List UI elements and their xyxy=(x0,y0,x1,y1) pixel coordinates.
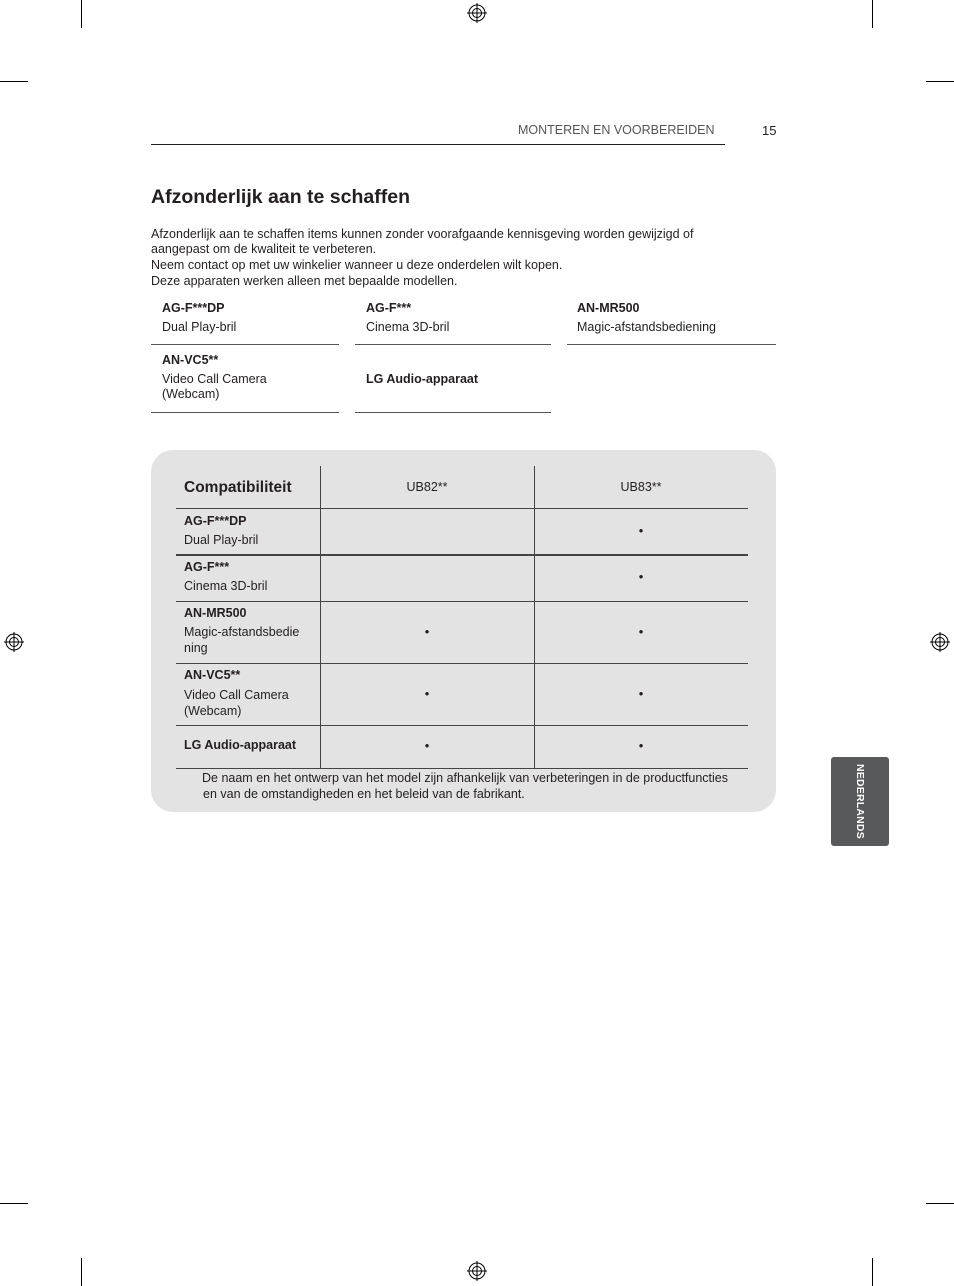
crop-mark xyxy=(0,1203,28,1204)
table-row-divider xyxy=(176,725,748,726)
crop-mark xyxy=(81,0,82,28)
compat-mark: • xyxy=(638,738,644,753)
divider xyxy=(151,344,339,345)
row-desc: Magic-afstandsbediening xyxy=(184,625,300,655)
accessory-item xyxy=(162,301,332,335)
registration-mark-icon xyxy=(4,632,24,652)
accessory-desc: Cinema 3D-bril xyxy=(366,320,450,334)
row-code: AG-F***DP xyxy=(184,514,247,528)
crop-mark xyxy=(926,81,954,82)
divider xyxy=(355,412,551,413)
table-row-divider xyxy=(176,663,748,664)
compatibility-heading: Compatibiliteit xyxy=(184,479,292,496)
compat-mark: • xyxy=(638,686,644,701)
crop-mark xyxy=(872,1258,873,1286)
registration-mark-icon xyxy=(930,632,950,652)
column-header: UB83** xyxy=(620,480,662,494)
accessory-code: AN-MR500 xyxy=(577,301,640,315)
language-tab-label: NEDERLANDS xyxy=(854,764,866,839)
divider xyxy=(567,344,776,345)
crop-mark xyxy=(926,1203,954,1204)
intro-line: Afzonderlijk aan te schaffen items kunnen zonder voorafgaande kennisgeving worden gewijzigd of xyxy=(151,227,694,241)
page-number: 15 xyxy=(762,123,777,138)
registration-mark-icon xyxy=(467,3,487,23)
accessory-code: LG Audio-apparaat xyxy=(366,372,479,386)
row-code: AN-MR500 xyxy=(184,606,247,620)
crop-mark xyxy=(0,81,28,82)
accessory-code: AG-F*** xyxy=(366,301,412,315)
table-row-divider xyxy=(176,601,748,602)
compat-mark: • xyxy=(638,569,644,584)
row-code: LG Audio-apparaat xyxy=(184,738,297,752)
accessory-code: AN-VC5** xyxy=(162,353,219,367)
divider xyxy=(151,412,339,413)
accessory-item xyxy=(162,353,302,402)
running-header: MONTEREN EN VOORBEREIDEN xyxy=(518,123,715,137)
registration-mark-icon xyxy=(467,1261,487,1281)
row-code: AG-F*** xyxy=(184,560,230,574)
accessory-desc: Dual Play-bril xyxy=(162,320,237,334)
header-divider xyxy=(151,144,725,145)
table-column-divider xyxy=(534,466,535,768)
intro-line: Deze apparaten werken alleen met bepaalde modellen. xyxy=(151,274,458,288)
compatibility-note xyxy=(202,770,772,802)
page-title: Afzonderlijk aan te schaffen xyxy=(151,186,410,208)
row-desc: Dual Play-bril xyxy=(184,533,259,547)
compat-mark: • xyxy=(424,738,430,753)
crop-mark xyxy=(81,1258,82,1286)
divider xyxy=(355,344,551,345)
column-header: UB82** xyxy=(406,480,448,494)
row-code: AN-VC5** xyxy=(184,668,241,682)
table-column-divider xyxy=(320,466,321,768)
table-row-divider xyxy=(176,768,748,769)
compat-mark: • xyxy=(638,523,644,538)
intro-line: Neem contact op met uw winkelier wanneer u deze onderdelen wilt kopen. xyxy=(151,258,563,272)
accessory-item xyxy=(366,372,536,391)
note-line: De naam en het ontwerp van het model zijn afhankelijk van verbeteringen in de productfuncties xyxy=(202,771,729,785)
row-desc: Video Call Camera (Webcam) xyxy=(184,688,289,718)
compat-mark: • xyxy=(424,624,430,639)
intro-line: aangepast om de kwaliteit te verbeteren. xyxy=(151,242,377,256)
compat-mark: • xyxy=(424,686,430,701)
language-tab-label-wrap xyxy=(831,757,889,846)
note-line: en van de omstandigheden en het beleid van de fabrikant. xyxy=(203,787,525,801)
table-row-divider xyxy=(176,508,748,509)
accessory-desc: Video Call Camera (Webcam) xyxy=(162,372,267,401)
accessory-item xyxy=(577,301,767,335)
crop-mark xyxy=(872,0,873,28)
accessory-code: AG-F***DP xyxy=(162,301,225,315)
row-desc: Cinema 3D-bril xyxy=(184,579,268,593)
table-row-divider xyxy=(176,554,748,556)
accessory-item xyxy=(366,301,536,335)
compat-mark: • xyxy=(638,624,644,639)
accessory-desc: Magic-afstandsbediening xyxy=(577,320,716,334)
